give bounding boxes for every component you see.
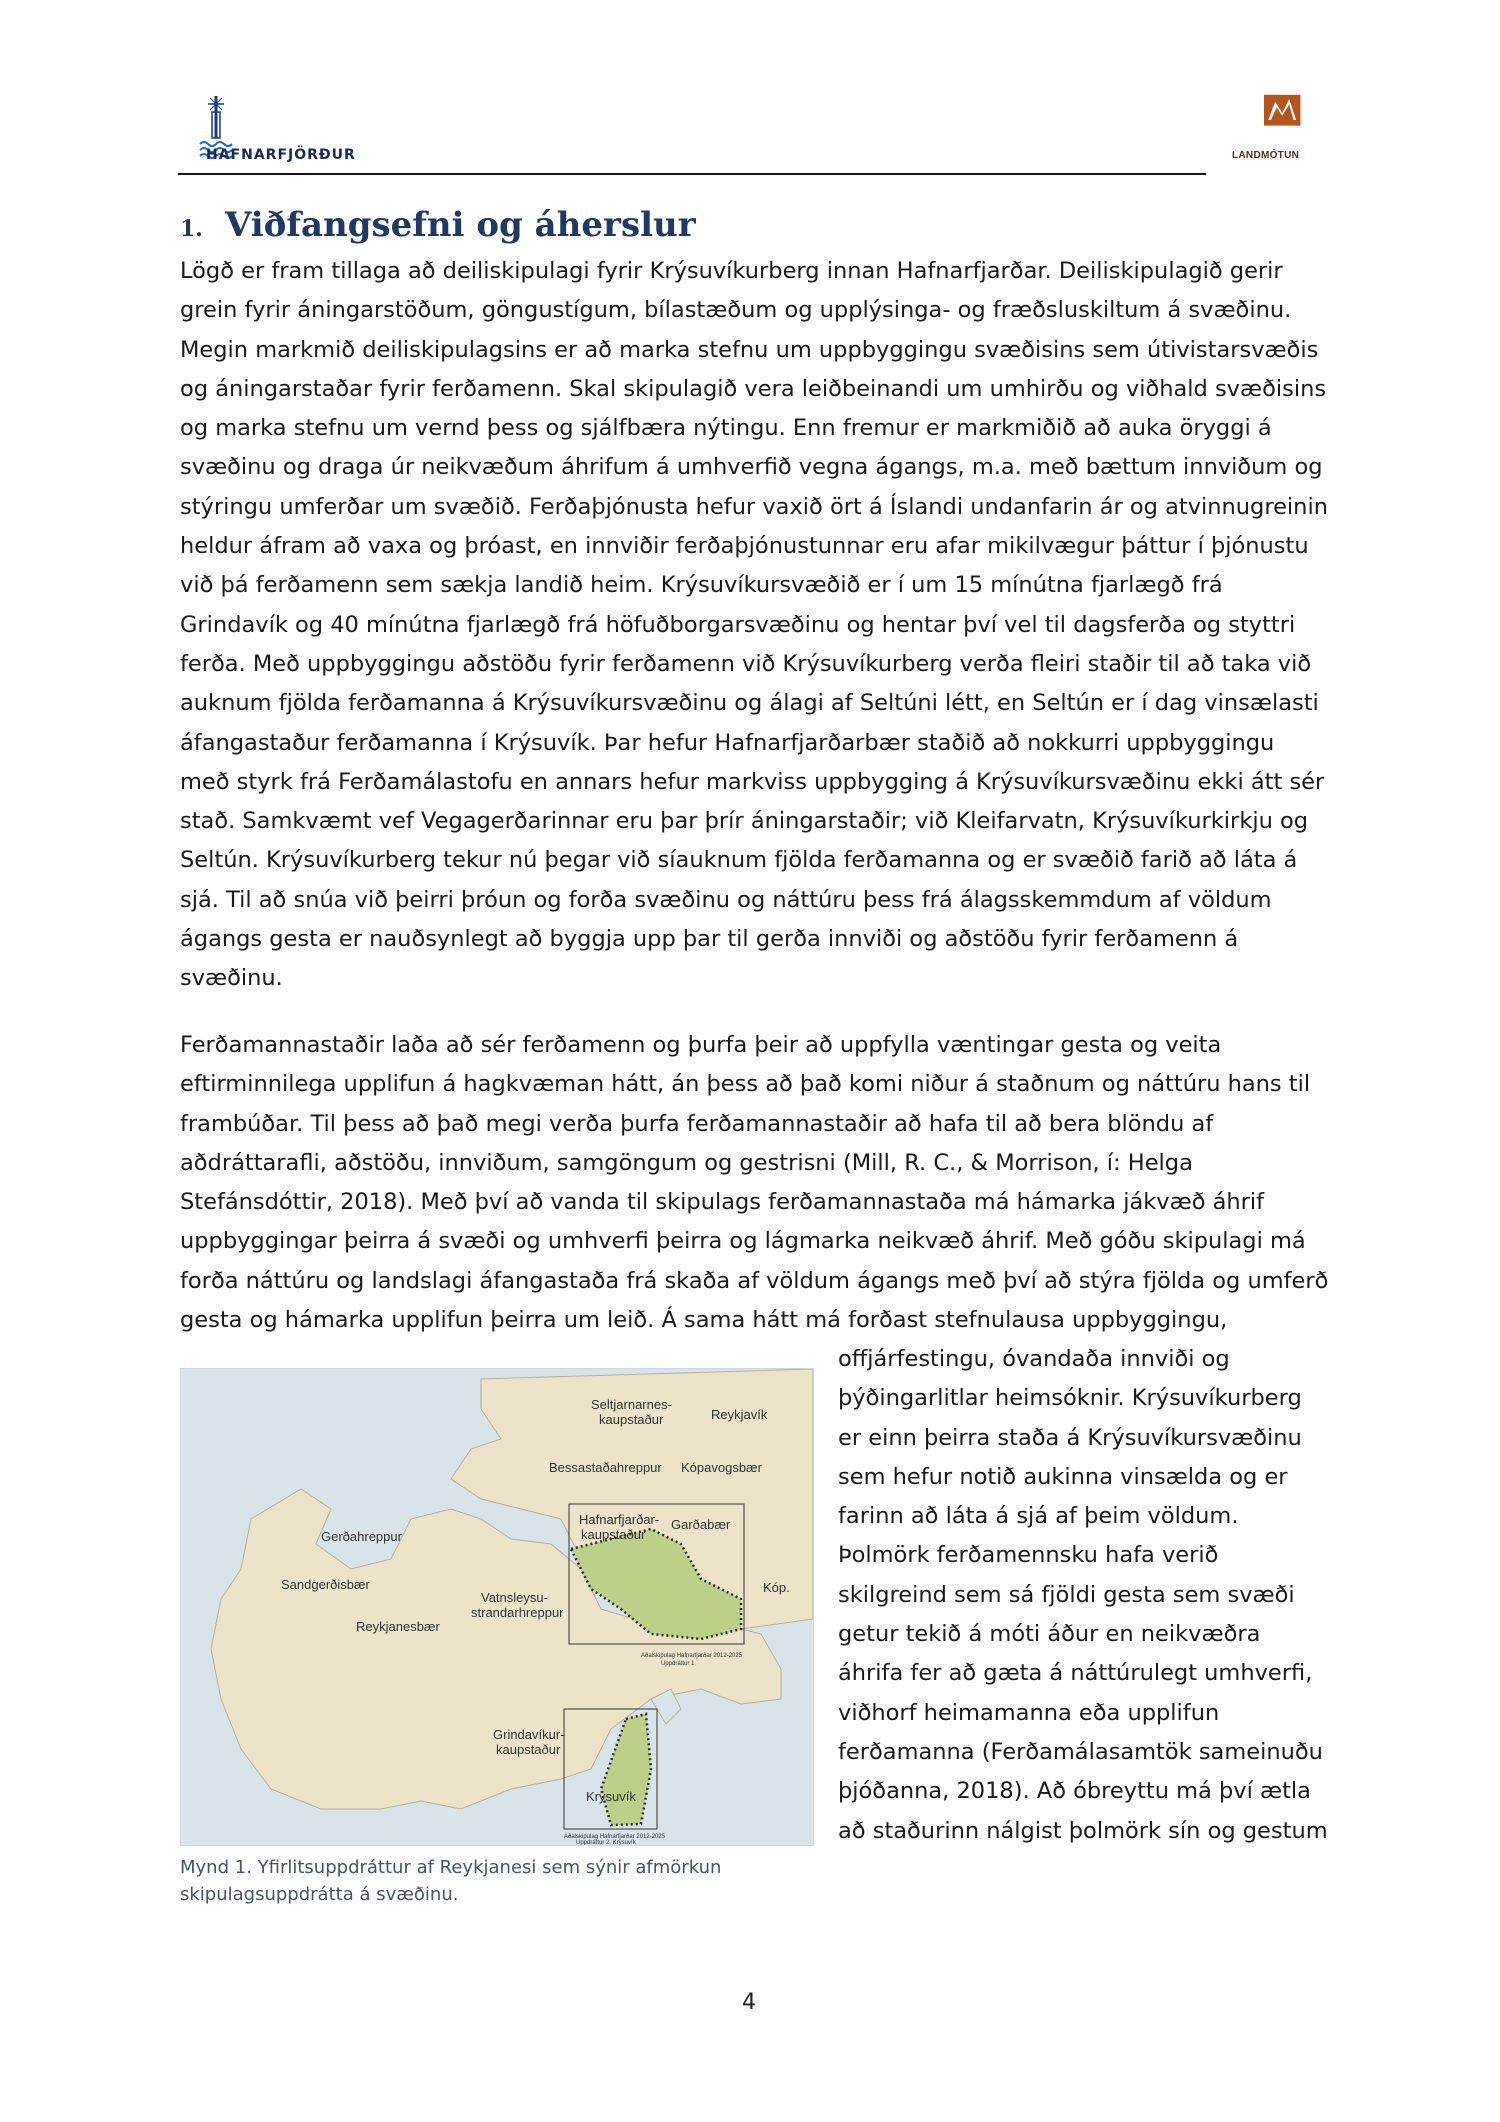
paragraph-1 [180, 252, 1340, 999]
text-line: ferða. Með uppbyggingu aðstöðu fyrir ferðamenn við Krýsuvíkurberg verða fleiri staðir til að taka við [180, 650, 1312, 677]
text-line: Þolmörk ferðamennsku hafa verið [838, 1542, 1219, 1569]
text-line: Stefánsdóttir, 2018). Með því að vanda til skipulags ferðamannastaða má hámarka jákvæð áhrif [180, 1189, 1265, 1216]
text-line: offjárfestingu, óvandaða innviði og [838, 1346, 1230, 1372]
text-line: getur tekið á móti áður en neikvæðra [838, 1621, 1261, 1648]
text-line: stýringu umferðar um svæðið. Ferðaþjónusta hefur vaxið ört á Íslandi undanfarin ár og atvinnugreinin [180, 493, 1328, 520]
text-line: þjóðanna, 2018). Að óbreyttu má því ætla [838, 1778, 1311, 1805]
text-line: Lögð er fram tillaga að deiliskipulagi fyrir Krýsuvíkurberg innan Hafnarfjarðar. Deiliskipulagið gerir [180, 258, 1283, 284]
map-label-hafnarfjordur: Hafnarfjarðar- [579, 1512, 660, 1527]
map-label-seltjarnarnes: Seltjarnarnes- [591, 1397, 672, 1412]
text-line: Ferðamannastaðir laða að sér ferðamenn og þurfa þeir að uppfylla væntingar gesta og veita [180, 1032, 1222, 1058]
text-line: svæðinu og draga úr neikvæðum áhrifum á umhverfið vegna ágangs, m.a. með bættum innviðum og [180, 454, 1323, 481]
map-label-hafnarfjordur-2: kaupstaður [581, 1527, 646, 1542]
text-line: ágangs gesta er nauðsynlegt að byggja upp þar til gerða innviði og aðstöðu fyrir ferðamenn á [180, 926, 1239, 953]
landmotun-logo-text: LANDMÓTUN [1232, 150, 1300, 161]
text-line: forða náttúru og landslagi áfangastaða frá skaða af völdum ágangs með því að stýra fjölda og umferð [180, 1267, 1329, 1294]
lighthouse-icon [208, 96, 224, 138]
text-line: með styrk frá Ferðamálastofu en annars hefur markviss uppbygging á Krýsuvíkursvæðinu ekki átt sér [180, 768, 1325, 795]
text-line: við þá ferðamenn sem sækja landið heim. Krýsuvíkursvæðið er í um 15 mínútna fjarlægð frá [180, 572, 1223, 599]
text-line: sjá. Til að snúa við þeirri þróun og forða svæðinu og náttúru þess frá álagsskemmdum af völdum [180, 886, 1272, 913]
map-label-grindavik-2: kaupstaður [496, 1742, 561, 1757]
text-line: uppbyggingar þeirra á svæði og umhverfi þeirra og lágmarka neikvæð áhrif. Með góðu skipulagi má [180, 1228, 1306, 1255]
text-line: ferðamanna (Ferðamálasamtök sameinuðu [838, 1738, 1323, 1765]
hafnarfjordur-logo-text: HAFNARFJÖRÐUR [206, 147, 356, 163]
map-label-reykjavik: Reykjavík [711, 1407, 768, 1422]
map-label-plan-1-sub: Uppdráttur 1 [661, 1661, 695, 1667]
section-heading [180, 205, 696, 245]
text-line: grein fyrir áningarstöðum, göngustígum, bílastæðum og upplýsinga- og fræðsluskiltum á svæðinu. [180, 297, 1292, 324]
map-label-plan-2-sub: Uppdráttur 2, Krýsuvík [576, 1840, 636, 1845]
header-divider [178, 173, 1206, 175]
figure-caption-line: skipulagsuppdrátta á svæðinu. [180, 1884, 459, 1905]
map-label-bessastadahreppur: Bessastaðahreppur [549, 1460, 662, 1475]
map-label-gerdahreppur: Gerðahreppur [321, 1529, 402, 1544]
map-label-plan-2: Aðalskipulag Hafnarfjarðar 2012-2025 [564, 1834, 666, 1840]
text-line: sem hefur notið aukinna vinsælda og er [838, 1463, 1288, 1490]
section-title: Viðfangsefni og áherslur [224, 205, 696, 245]
text-line: farinn að láta á sjá af þeim völdum. [838, 1503, 1239, 1530]
paragraph-2 [180, 1026, 1340, 1340]
figure-caption [180, 1854, 820, 1908]
map-label-krysuvik: Krýsuvík [586, 1789, 636, 1804]
text-line: gesta og hámarka upplifun þeirra um leið. Á sama hátt má forðast stefnulausa uppbyggingu, [180, 1307, 1228, 1334]
text-line: er einn þeirra staða á Krýsuvíkursvæðinu [838, 1424, 1302, 1451]
map-label-kopavogsbaer: Kópavogsbær [681, 1460, 762, 1475]
page-number: 4 [742, 1990, 756, 2015]
text-line: frambúðar. Til þess að það megi verða þurfa ferðamannastaðir að hafa til að bera blöndu af [180, 1110, 1214, 1137]
section-number: 1. [180, 216, 203, 242]
map-label-reykjanesbaer: Reykjanesbær [356, 1619, 440, 1634]
text-line: svæðinu. [180, 965, 283, 992]
paragraph-3 [838, 1340, 1348, 1851]
figure-caption-line: Mynd 1. Yfirlitsuppdráttur af Reykjanesi sem sýnir afmörkun [180, 1857, 722, 1878]
map-label-seltjarnarnes-2: kaupstaður [599, 1412, 664, 1427]
text-line: skilgreind sem sá fjöldi gesta sem svæði [838, 1581, 1295, 1608]
text-line: heldur áfram að vaxa og þróast, en innviðir ferðaþjónustunnar eru afar mikilvægur þáttur í þjónustu [180, 533, 1309, 560]
map-label-vatnsleysu-2: strandarhreppur [471, 1605, 564, 1620]
text-line: Seltún. Krýsuvíkurberg tekur nú þegar við síauknum fjölda ferðamanna og er svæðið farið að láta á [180, 847, 1298, 874]
text-line: að staðurinn nálgist þolmörk sín og gestum [838, 1817, 1328, 1844]
map-drawing [181, 1369, 813, 1845]
text-line: Megin markmið deiliskipulagsins er að marka stefnu um uppbyggingu svæðisins sem útivistarsvæðis [180, 336, 1319, 363]
text-line: áfangastaður ferðamanna í Krýsuvík. Þar hefur Hafnarfjarðarbær staðið að nokkurri uppbyggingu [180, 729, 1275, 756]
text-line: aðdráttarafli, aðstöðu, innviðum, samgöngum og gestrisni (Mill, R. C., & Morrison, í: Helga [180, 1149, 1193, 1176]
landmotun-logo [1256, 92, 1328, 148]
text-line: stað. Samkvæmt vef Vegagerðarinnar eru þar þrír áningarstaðir; við Kleifarvatn, Krýsuvíkurkirkju og [180, 808, 1309, 835]
map-label-plan-1: Aðalskipulag Hafnarfjarðar 2012-2025 [641, 1653, 743, 1659]
text-line: þýðingarlitlar heimsóknir. Krýsuvíkurberg [838, 1385, 1302, 1412]
text-line: eftirminnilega upplifun á hagkvæman hátt, án þess að það komi niður á staðnum og náttúru hans til [180, 1071, 1311, 1098]
map-label-vatnsleysu: Vatnsleysu- [481, 1590, 548, 1605]
text-line: áhrifa fer að gæta á náttúrulegt umhverfi, [838, 1660, 1313, 1687]
map-label-grindavik: Grindavíkur- [493, 1727, 565, 1742]
map-label-sandgerdisbaer: Sandgerðisbær [281, 1577, 370, 1592]
reykjanes-overview-map [180, 1368, 814, 1846]
landmotun-logo-mark [1264, 95, 1300, 126]
page-header [178, 92, 1322, 176]
text-line: og marka stefnu um vernd þess og sjálfbæra nýtingu. Enn fremur er markmiðið að auka öryggi á [180, 415, 1272, 442]
text-line: viðhorf heimamanna eða upplifun [838, 1699, 1220, 1726]
map-label-gardabaer: Garðabær [671, 1517, 731, 1532]
text-line: og áningarstaðar fyrir ferðamenn. Skal skipulagið vera leiðbeinandi um umhirðu og viðhald svæðisins [180, 375, 1327, 402]
text-line: auknum fjölda ferðamanna á Krýsuvíkursvæðinu og álagi af Seltúni létt, en Seltún er í dag vinsælasti [180, 690, 1319, 717]
map-label-kop: Kóp. [763, 1580, 790, 1595]
text-line: Grindavík og 40 mínútna fjarlægð frá höfuðborgarsvæðinu og hentar því vel til dagsferða og styttri [180, 611, 1296, 638]
